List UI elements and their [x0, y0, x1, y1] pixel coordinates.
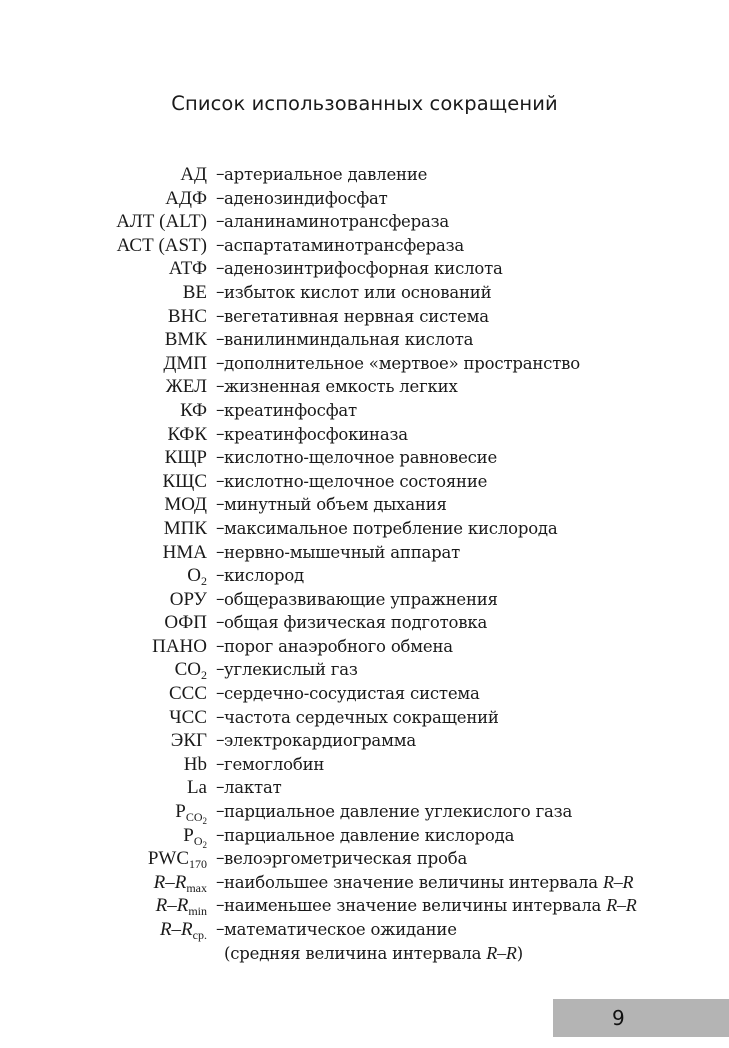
- definition-text: аденозинтрифосфорная кислота: [224, 259, 503, 279]
- abbreviation-definition: [224, 824, 704, 848]
- dash-separator: –: [216, 187, 225, 208]
- abbreviation-term: [169, 706, 207, 730]
- abbreviation-term: [163, 352, 207, 376]
- dash-separator: –: [216, 376, 225, 397]
- abbreviation-row: [0, 517, 729, 541]
- definition-text: наибольшее значение величины интервала R–R: [224, 871, 634, 892]
- abbreviation-term: [160, 918, 207, 942]
- definition-text: общая физическая подготовка: [224, 613, 488, 633]
- abbreviation-row: [0, 729, 729, 753]
- term-text: НМА: [162, 541, 207, 563]
- abbreviation-definition: [224, 281, 704, 305]
- dash-separator: –: [216, 706, 225, 727]
- abbreviation-row: [0, 328, 729, 352]
- abbreviation-term: [169, 682, 207, 706]
- abbreviation-definition: [224, 163, 704, 187]
- abbreviation-row: [0, 824, 729, 848]
- definition-text: креатинфосфат: [224, 400, 357, 420]
- term-text: МОД: [164, 494, 207, 516]
- term-text: ЭКГ: [170, 730, 207, 752]
- abbreviation-definition: [224, 847, 704, 871]
- abbreviation-row: [0, 918, 729, 965]
- dash-separator: –: [216, 447, 225, 468]
- definition-text: гемоглобин: [224, 754, 325, 774]
- abbreviation-definition: [224, 257, 704, 281]
- abbreviation-definition: [224, 210, 704, 234]
- term-text: МПК: [163, 517, 207, 539]
- term-subscript: [193, 928, 207, 942]
- abbreviation-definition: [224, 800, 704, 824]
- term-text: КЩР: [164, 447, 207, 469]
- term-text: Hb: [183, 753, 207, 775]
- dash-separator: –: [216, 258, 225, 279]
- term-subscript: [188, 904, 207, 918]
- abbreviation-term: [187, 564, 207, 588]
- term-subscript-text: 170: [189, 857, 207, 872]
- term-text: АСТ (AST): [116, 234, 207, 256]
- abbreviation-row: [0, 375, 729, 399]
- abbreviation-definition: [224, 729, 704, 753]
- abbreviation-term: [170, 588, 207, 612]
- dash-separator: –: [216, 612, 225, 633]
- dash-separator: –: [216, 895, 225, 916]
- abbreviation-term: [162, 470, 207, 494]
- abbreviation-term: [165, 187, 207, 211]
- abbreviation-row: [0, 470, 729, 494]
- definition-text: дополнительное «мертвое» пространство: [224, 353, 580, 373]
- abbreviation-definition: [224, 658, 704, 682]
- term-subscript: [194, 834, 207, 848]
- term-subscript: [201, 574, 207, 588]
- dash-separator: –: [216, 164, 225, 184]
- abbreviation-definition: [224, 446, 704, 470]
- abbreviation-term: [156, 894, 207, 918]
- term-text: ВМК: [164, 329, 207, 351]
- abbreviation-definition: [224, 352, 704, 376]
- term-text: P: [175, 801, 186, 823]
- abbreviation-term: [175, 800, 207, 827]
- dash-separator: –: [216, 234, 225, 255]
- term-text: P: [183, 824, 194, 846]
- definition-text: общеразвивающие упражнения: [224, 589, 498, 609]
- abbreviation-row: [0, 352, 729, 376]
- dash-separator: –: [216, 352, 225, 373]
- term-text: CO: [174, 659, 201, 681]
- term-sub-subscript: 2: [202, 816, 207, 827]
- abbreviation-term: [171, 729, 207, 753]
- definition-text: аспартатаминотрансфераза: [224, 235, 465, 255]
- term-subscript-text: ср.: [192, 928, 207, 942]
- abbreviation-term: [180, 399, 207, 423]
- dash-separator: –: [216, 399, 225, 420]
- abbreviation-row: [0, 305, 729, 329]
- abbreviation-definition: [224, 611, 704, 635]
- abbreviation-row: [0, 541, 729, 565]
- term-text: АДФ: [165, 187, 207, 209]
- dash-separator: –: [216, 494, 225, 515]
- abbreviation-definition: [224, 871, 704, 895]
- dash-separator: –: [216, 683, 225, 704]
- abbreviation-term: [165, 446, 207, 470]
- dash-separator: –: [216, 305, 225, 326]
- abbreviation-term: [154, 871, 207, 895]
- term-text: R–R: [153, 871, 187, 893]
- term-subscript: [186, 881, 207, 895]
- abbreviation-definition: [224, 753, 704, 777]
- abbreviation-list: [0, 163, 729, 965]
- abbreviation-row: [0, 210, 729, 234]
- definition-text: углекислый газ: [224, 660, 358, 680]
- definition-text: сердечно-сосудистая система: [224, 684, 480, 704]
- abbreviation-row: [0, 446, 729, 470]
- abbreviation-row: [0, 187, 729, 211]
- term-text: КЩС: [162, 470, 207, 492]
- definition-text: парциальное давление кислорода: [224, 825, 515, 845]
- abbreviation-term: [167, 423, 207, 447]
- abbreviation-row: [0, 281, 729, 305]
- abbreviation-term: [169, 257, 207, 281]
- dash-separator: –: [216, 635, 225, 656]
- abbreviation-row: [0, 588, 729, 612]
- definition-text: аденозиндифосфат: [224, 188, 388, 208]
- term-subscript: [201, 668, 207, 682]
- term-subscript-text: min: [188, 904, 207, 919]
- abbreviation-definition: [224, 776, 704, 800]
- abbreviation-definition: [224, 517, 704, 541]
- term-subscript-text: 2: [201, 668, 207, 683]
- definition-text: велоэргометрическая проба: [224, 849, 468, 869]
- abbreviation-row: [0, 847, 729, 871]
- dash-separator: –: [216, 541, 225, 562]
- abbreviation-definition: [224, 399, 704, 423]
- definition-text: избыток кислот или оснований: [224, 282, 492, 302]
- abbreviation-term: [180, 163, 207, 187]
- abbreviation-row: [0, 635, 729, 659]
- interval-symbol: R–R: [606, 895, 637, 916]
- abbreviation-definition: [224, 234, 704, 258]
- definition-text: кислород: [224, 566, 305, 586]
- dash-separator: –: [216, 565, 225, 586]
- definition-text: ванилинминдальная кислота: [224, 330, 474, 350]
- abbreviation-term: [187, 776, 207, 800]
- abbreviation-row: [0, 163, 729, 187]
- abbreviation-row: [0, 564, 729, 588]
- definition-text-continued: (средняя величина интервала R–R): [224, 942, 523, 963]
- abbreviation-definition: [224, 541, 704, 565]
- definition-text: наименьшее значение величины интервала R–R: [224, 895, 637, 916]
- abbreviation-definition: [224, 564, 704, 588]
- abbreviation-term: [163, 541, 207, 565]
- term-text: КФК: [167, 423, 207, 445]
- term-subscript: [185, 810, 207, 827]
- term-text: O: [187, 565, 201, 587]
- abbreviation-term: [164, 611, 207, 635]
- definition-text: парциальное давление углекислого газа: [224, 802, 573, 822]
- abbreviation-definition: [224, 305, 704, 329]
- definition-text: частота сердечных сокращений: [224, 707, 499, 727]
- definition-text: математическое ожидание: [224, 920, 457, 939]
- dash-separator: –: [216, 281, 225, 302]
- dash-separator: –: [216, 871, 225, 892]
- abbreviation-term: [148, 847, 207, 871]
- term-text: ОРУ: [169, 588, 207, 610]
- term-text: ВНС: [167, 305, 207, 327]
- definition-text: жизненная емкость легких: [224, 377, 458, 397]
- abbreviation-definition: [224, 328, 704, 352]
- definition-text: вегетативная нервная система: [224, 306, 489, 326]
- term-text: PWC: [147, 848, 189, 870]
- term-text: R–R: [159, 919, 193, 940]
- abbreviation-definition: [224, 187, 704, 211]
- abbreviation-row: [0, 423, 729, 447]
- term-text: ЧСС: [169, 706, 207, 728]
- page-number: 9: [612, 1006, 625, 1030]
- definition-text: креатинфосфокиназа: [224, 424, 408, 444]
- abbreviation-definition: [224, 423, 704, 447]
- abbreviation-definition: [224, 493, 704, 517]
- abbreviation-term: [152, 635, 207, 659]
- page-title: Список использованных сокращений: [171, 92, 558, 115]
- abbreviation-row: [0, 493, 729, 517]
- definition-text: порог анаэробного обмена: [224, 636, 453, 656]
- definition-text: нервно-мышечный аппарат: [224, 542, 461, 562]
- abbreviation-row: [0, 257, 729, 281]
- abbreviation-row: [0, 753, 729, 777]
- term-text: BE: [182, 281, 207, 303]
- definition-text: максимальное потребление кислорода: [224, 518, 558, 538]
- dash-separator: –: [216, 824, 225, 845]
- abbreviation-definition: [224, 894, 704, 918]
- abbreviation-row: [0, 682, 729, 706]
- term-subscript-text: 2: [201, 574, 207, 589]
- dash-separator: –: [216, 848, 225, 869]
- abbreviation-row: [0, 611, 729, 635]
- term-subscript-text: O: [193, 833, 203, 848]
- term-text: КФ: [180, 399, 207, 421]
- abbreviation-term: [175, 658, 207, 682]
- abbreviation-term: [184, 753, 207, 777]
- term-text: АЛТ (ALT): [116, 211, 207, 233]
- definition-text: электрокардиограмма: [224, 731, 416, 751]
- abbreviation-definition: [224, 588, 704, 612]
- term-subscript-text: max: [186, 880, 207, 895]
- abbreviation-term: [168, 305, 207, 329]
- abbreviation-term: [116, 210, 207, 234]
- dash-separator: –: [216, 919, 225, 939]
- definition-text: аланинаминотрансфераза: [224, 212, 450, 232]
- dash-separator: –: [216, 211, 225, 232]
- dash-separator: –: [216, 777, 225, 798]
- dash-separator: –: [216, 801, 225, 822]
- dash-separator: –: [216, 753, 225, 774]
- abbreviation-row: [0, 871, 729, 895]
- abbreviation-definition: [224, 706, 704, 730]
- abbreviation-row: [0, 894, 729, 918]
- dash-separator: –: [216, 517, 225, 538]
- dash-separator: –: [216, 730, 225, 751]
- term-text: АД: [180, 164, 207, 185]
- term-text: ОФП: [164, 612, 207, 634]
- definition-text: артериальное давление: [224, 165, 428, 184]
- abbreviation-term: [183, 824, 207, 848]
- dash-separator: –: [216, 423, 225, 444]
- term-text: ЖЕЛ: [165, 376, 207, 398]
- term-sub-subscript: 2: [202, 839, 207, 850]
- definition-text: кислотно-щелочное равновесие: [224, 448, 498, 468]
- abbreviation-term: [166, 375, 207, 399]
- definition-text: минутный объем дыхания: [224, 495, 447, 515]
- definition-text: кислотно-щелочное состояние: [224, 471, 488, 491]
- abbreviation-row: [0, 399, 729, 423]
- term-text: R–R: [155, 895, 189, 917]
- interval-symbol: R–R: [486, 942, 517, 963]
- interval-symbol: R–R: [602, 871, 634, 892]
- abbreviation-definition: [224, 375, 704, 399]
- abbreviation-term: [164, 493, 207, 517]
- abbreviation-term: [183, 281, 207, 305]
- abbreviation-row: [0, 234, 729, 258]
- abbreviation-row: [0, 706, 729, 730]
- abbreviation-definition: [224, 682, 704, 706]
- term-text: ПАНО: [152, 635, 207, 657]
- definition-text: лактат: [224, 778, 282, 798]
- term-subscript: [189, 857, 207, 871]
- abbreviation-term: [117, 234, 207, 258]
- dash-separator: –: [216, 588, 225, 609]
- dash-separator: –: [216, 659, 225, 680]
- term-text: ДМП: [163, 352, 207, 374]
- abbreviation-definition: [224, 470, 704, 494]
- abbreviation-row: [0, 776, 729, 800]
- page-number-box: [553, 999, 729, 1037]
- term-text: ССС: [168, 683, 207, 705]
- abbreviation-term: [164, 517, 207, 541]
- abbreviation-row: [0, 658, 729, 682]
- term-text: La: [186, 777, 207, 799]
- abbreviation-definition: [224, 635, 704, 659]
- dash-separator: –: [216, 329, 225, 350]
- term-subscript-text: CO: [185, 810, 203, 825]
- term-text: АТФ: [168, 258, 207, 280]
- abbreviation-definition: [224, 918, 704, 965]
- dash-separator: –: [216, 470, 225, 491]
- abbreviation-term: [165, 328, 207, 352]
- abbreviation-row: [0, 800, 729, 827]
